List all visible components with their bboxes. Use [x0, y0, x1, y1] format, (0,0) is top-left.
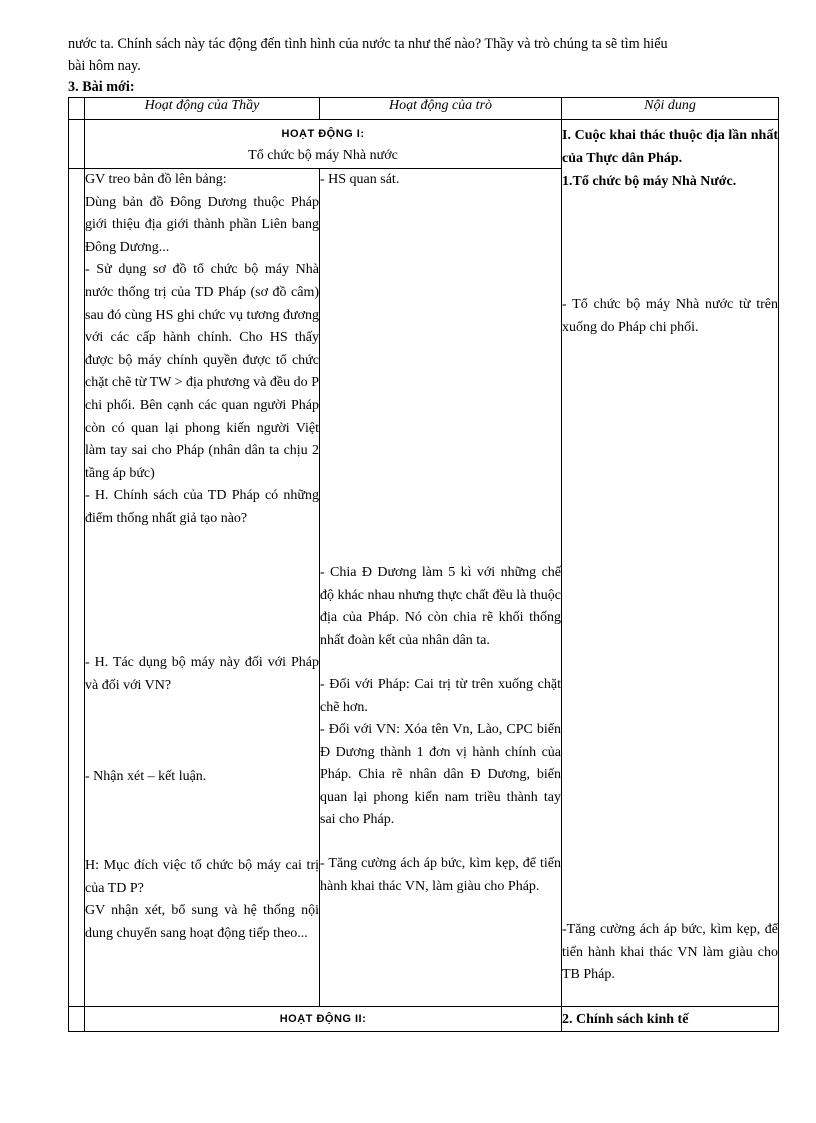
- teacher-question-1: - H. Chính sách của TD Pháp có những điểm thống nhất giả tạo nào?: [85, 488, 319, 526]
- header-content: Nội dung: [562, 98, 779, 120]
- activity1-title-cell: [85, 120, 562, 169]
- margin-cell: [69, 169, 85, 1007]
- teacher-activity-cell: [85, 169, 320, 1007]
- teacher-summary: GV nhận xét, bổ sung và hệ thống nội dung chuyển sang hoạt động tiếp theo...: [85, 903, 319, 941]
- student-answer-3: - Đối với VN: Xóa tên Vn, Lào, CPC biến Đ Dương thành 1 đơn vị hành chính của Pháp. Chia rẽ nhân dân Đ Dương, biến quan lại phong kiến nam triều thành tay sai cho Pháp.: [320, 722, 561, 828]
- content-note-1: - Tổ chức bộ máy Nhà nước từ trên xuống do Pháp chi phối.: [562, 297, 778, 335]
- teacher-step-1: GV treo bản đồ lên bảng:: [85, 172, 227, 187]
- activity2-title: HOẠT ĐỘNG II:: [279, 1012, 367, 1025]
- margin-cell: [69, 98, 85, 120]
- student-answer-2: - Đối với Pháp: Cai trị từ trên xuống chặt chẽ hơn.: [320, 677, 561, 715]
- activity2-title-row: [69, 1007, 779, 1032]
- intro-line-2: bài hôm nay.: [68, 58, 141, 74]
- margin-cell: [69, 120, 85, 169]
- student-answer-4: - Tăng cường ách áp bức, kìm kẹp, để tiến hành khai thác VN, làm giàu cho Pháp.: [320, 856, 561, 894]
- teacher-question-2: - H. Tác dụng bộ máy này đối với Pháp và đối với VN?: [85, 655, 319, 693]
- header-row: [69, 98, 779, 120]
- content-heading: I. Cuộc khai thác thuộc địa lần nhất của Thực dân Pháp.: [562, 128, 778, 166]
- activity1-content-cell: [562, 120, 779, 1007]
- activity1-title: HOẠT ĐỘNG I:: [281, 128, 365, 140]
- activity2-content-heading: 2. Chính sách kinh tế: [562, 1007, 779, 1032]
- margin-cell: [69, 1007, 85, 1032]
- student-activity-cell: [320, 169, 562, 1007]
- activity2-title-cell: [85, 1007, 562, 1032]
- header-student: Hoạt động của trò: [320, 98, 562, 120]
- section-title: 3. Bài mới:: [68, 79, 135, 95]
- teacher-step-2: Dùng bản đồ Đông Dương thuộc Pháp giới thiệu địa giới thành phần Liên bang Đông Dương...: [85, 194, 319, 255]
- activity1-subtitle: Tổ chức bộ máy Nhà nước: [248, 148, 398, 163]
- activity1-title-row: [69, 120, 779, 169]
- header-teacher: Hoạt động của Thầy: [85, 98, 320, 120]
- teacher-step-3: - Sử dụng sơ đồ tổ chức bộ máy Nhà nước thống trị của TD Pháp (sơ đồ câm) sau đó cùng HS ghi chức vụ tương đương với các cấp hành chính. Cho HS thấy được bộ máy chính quyền được tổ chức chặt chẽ từ TW > địa phương và đều do P chi phối. Bên cạnh các quan người Pháp còn có quan lại phong kiến người Việt làm tay sai cho Pháp (nhân dân ta chịu 2 tầng áp bức): [85, 262, 319, 481]
- lesson-table: [68, 97, 779, 1032]
- student-observe: - HS quan sát.: [320, 172, 400, 187]
- content-subheading: 1.Tổ chức bộ máy Nhà Nước.: [562, 174, 737, 189]
- intro-line-1: nước ta. Chính sách này tác động đến tình hình của nước ta như thế nào? Thầy và trò chúng ta sẽ tìm hiểu: [68, 36, 668, 52]
- teacher-question-3: H: Mục đích việc tổ chức bộ máy cai trị của TD P?: [85, 858, 319, 896]
- teacher-conclusion: - Nhận xét – kết luận.: [85, 769, 207, 784]
- content-note-2: -Tăng cường ách áp bức, kìm kẹp, để tiến hành khai thác VN làm giàu cho TB Pháp.: [562, 922, 778, 983]
- student-answer-1: - Chia Đ Dương làm 5 kì với những chế độ khác nhau nhưng thực chất đều là thuộc địa của Pháp. Nó còn chia rẽ khối thống nhất đoàn kết của nhân dân ta.: [320, 565, 561, 648]
- intro-paragraph: [68, 33, 780, 77]
